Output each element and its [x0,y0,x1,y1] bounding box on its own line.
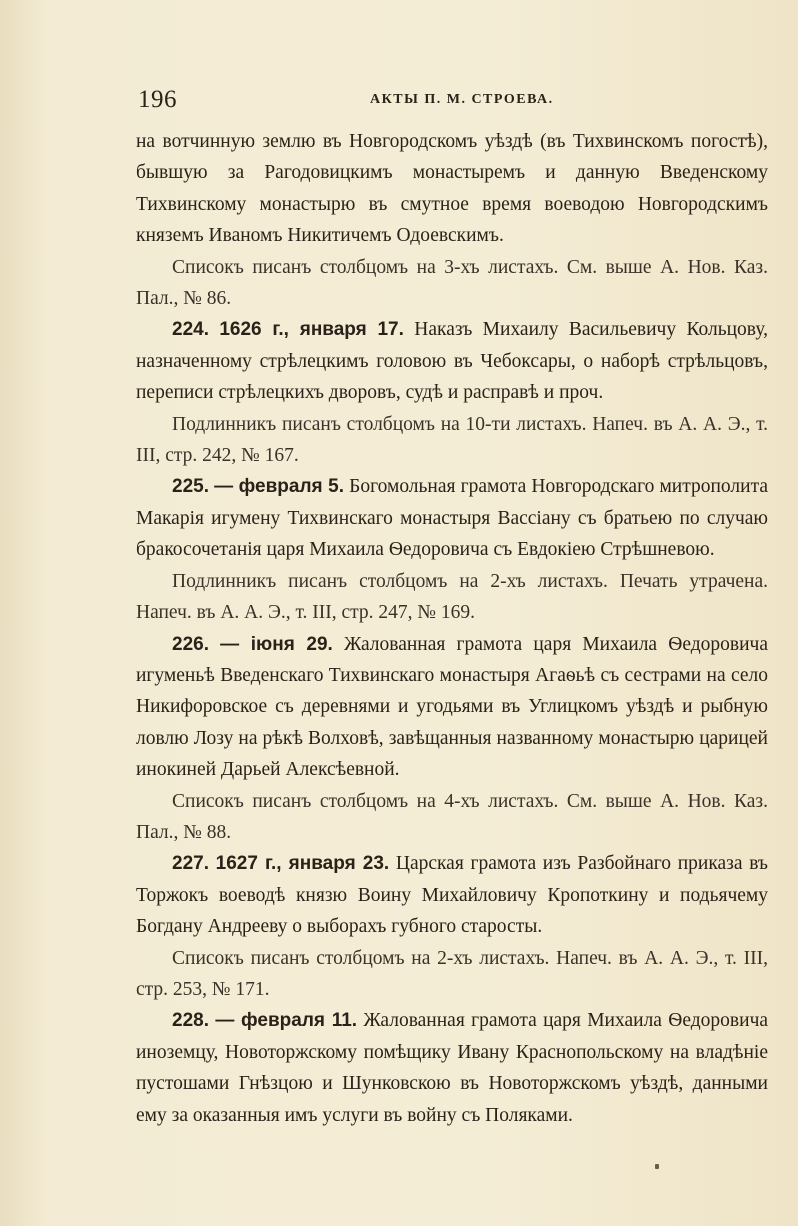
entry-224 [136,314,768,408]
intro-paragraph: на вотчинную землю въ Новгородскомъ уѣздѣ (въ Тихвинскомъ погостѣ), бывшую за Рагодовицкимъ монастыремъ и данную Введенскому Тихвинскому монастырю въ смутное время воеводою Новгородскимъ княземъ Иваномъ Никитичемъ Одоевскимъ. [136,131,768,247]
entry-227-source: Списокъ писанъ столбцомъ на 2-хъ листахъ. Напеч. въ А. А. Э., т. III, стр. 253, № 171. [136,947,768,1000]
entry-text: Жалованная грамота царя Михаила Ѳедоровича иноземцу, Новоторжскому помѣщику Ивану Краснопольскому на владѣніе пустошами Гнѣзцою и Шунковскою въ Новоторжскомъ уѣздѣ, данными ему за оказанныя имъ услуги въ войну съ Поляками. [136,1010,769,1126]
entry-date: — февраля 11. [215,1010,358,1032]
entry-226-source: Списокъ писанъ столбцомъ на 4-хъ листахъ. См. выше А. Нов. Каз. Пал., № 88. [136,790,768,843]
page-body [136,126,768,1131]
entry-text: Жалованная грамота царя Михаила Ѳедоровича игуменьѣ Введенскаго Тихвинскаго монастыря Агаѳьѣ съ сестрами на село Никифоровское съ деревнями и угодьями въ Углицкомъ уѣздѣ и рыбную ловлю Лозу на рѣкѣ Волховѣ, завѣщанныя названному монастырю царицей инокиней Дарьей Алексѣевной. [136,633,769,781]
entry-225 [136,471,768,565]
entry-226 [136,629,768,786]
running-head: АКТЫ П. М. СТРОЕВА. [370,92,554,107]
ink-speck [655,1164,659,1169]
entry-number: 227. [172,853,209,875]
entry-224-source: Подлинникъ писанъ столбцомъ на 10-ти листахъ. Напеч. въ А. А. Э., т. III, стр. 242, № 167. [136,413,768,467]
entry-227 [136,848,768,942]
entry-text: Царская грамота изъ Разбойнаго приказа въ Торжокъ воеводѣ князю Воину Михайловичу Кропоткину и подьячему Богдану Андрееву о выборахъ губного старосты. [136,853,769,938]
entry-text: Богомольная грамота Новгородскаго митрополита Макарія игумену Тихвинскаго монастыря Вассіану съ братьею по случаю бракосочетанія царя Михаила Ѳедоровича съ Евдокіею Стрѣшневою. [136,476,769,561]
entry-number: 228. [172,1010,209,1032]
entry-225-source: Подлинникъ писанъ столбцомъ на 2-хъ листахъ. Печать утрачена. Напеч. въ А. А. Э., т. III, стр. 247, № 169. [136,570,768,624]
intro-source-note: Списокъ писанъ столбцомъ на 3-хъ листахъ. См. выше А. Нов. Каз. Пал., № 86. [136,256,768,310]
entry-date: — февраля 5. [214,476,344,498]
entry-number: 226. [172,633,209,655]
entry-228 [136,1005,768,1131]
page-header [138,86,760,116]
entry-text: Наказъ Михаилу Васильевичу Кольцову, назначенному стрѣлецкимъ головою въ Чебоксары, о наборѣ стрѣльцовъ, переписи стрѣлецкихъ дворовъ, судѣ и расправѣ и проч. [136,319,769,404]
entry-number: 225. [172,476,209,498]
entry-date: 1626 г., января 17. [219,319,404,341]
entry-date: — іюня 29. [220,633,333,655]
entry-number: 224. [172,319,209,341]
page-number: 196 [138,86,177,113]
entry-date: 1627 г., января 23. [215,853,390,875]
